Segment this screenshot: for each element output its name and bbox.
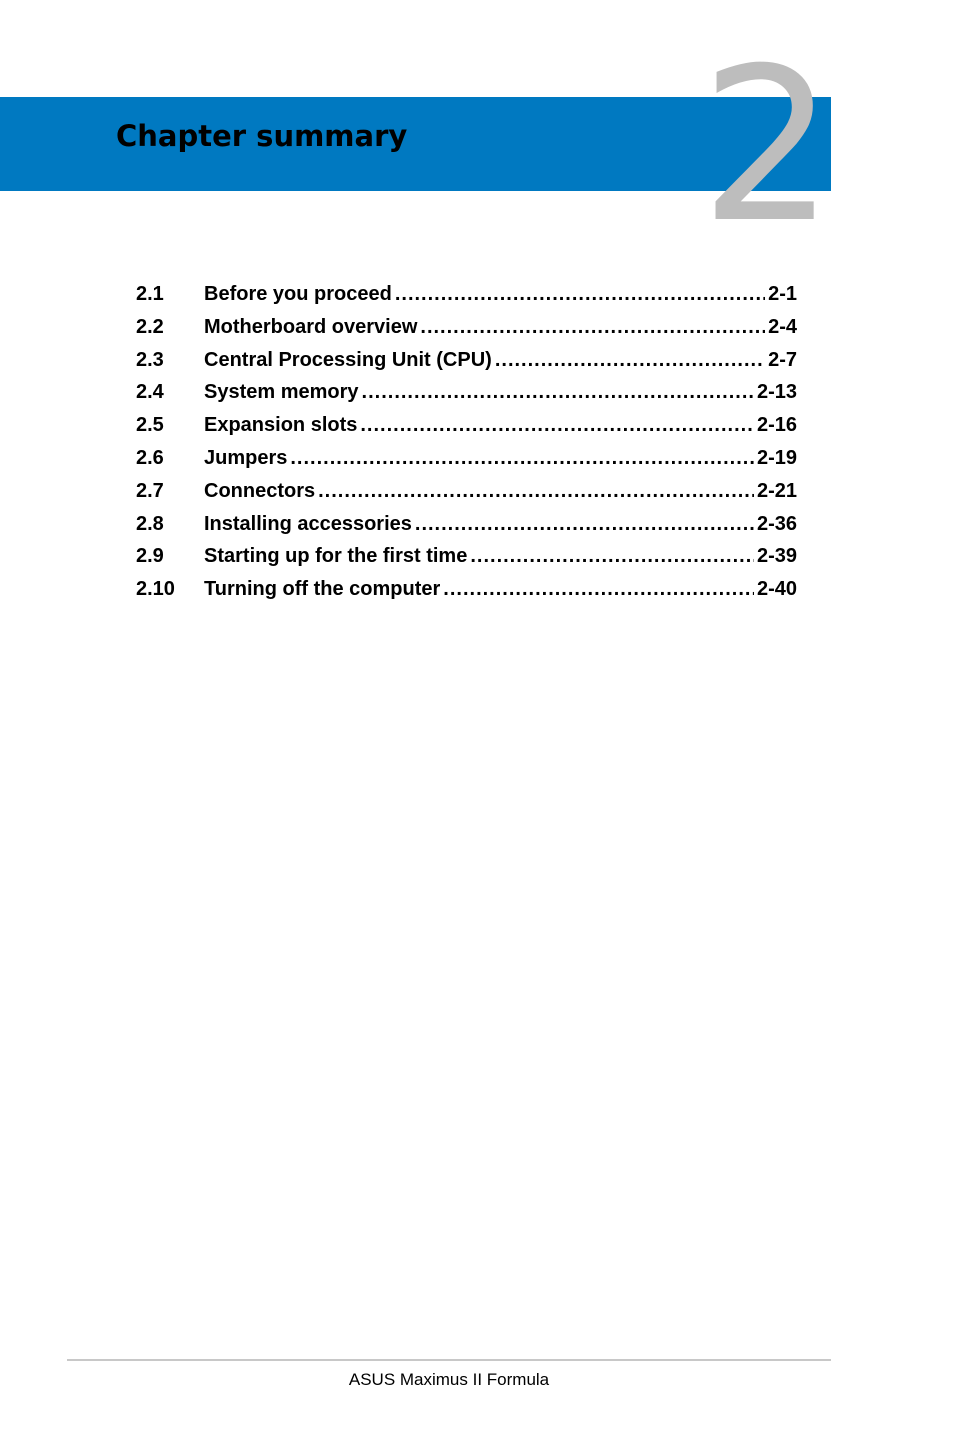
toc-dot-leader: [318, 476, 754, 506]
chapter-number: 2: [700, 22, 835, 269]
toc-section-title: Motherboard overview: [204, 315, 418, 338]
toc-page-number: 2-1: [768, 283, 797, 305]
toc-section-title: System memory: [204, 381, 359, 404]
toc-entry[interactable]: [136, 279, 797, 312]
footer-divider: [67, 1359, 831, 1361]
toc-entry[interactable]: [136, 443, 797, 476]
toc-page-number: 2-39: [756, 545, 797, 568]
toc-dot-leader: [290, 443, 754, 473]
toc-dot-leader: [395, 279, 765, 309]
table-of-contents: [136, 279, 797, 607]
toc-section-title: Before you proceed: [204, 283, 392, 305]
chapter-title: Chapter summary: [116, 119, 408, 153]
toc-entry[interactable]: [136, 476, 797, 509]
toc-dot-leader: [360, 410, 754, 440]
toc-entry[interactable]: [136, 574, 797, 607]
toc-page-number: 2-19: [756, 446, 797, 469]
toc-dot-leader: [443, 574, 754, 604]
toc-dot-leader: [362, 377, 754, 407]
toc-section-title: Expansion slots: [204, 414, 358, 437]
toc-section-number: 2.2: [136, 315, 164, 338]
toc-section-title: Starting up for the first time: [204, 545, 468, 568]
toc-page-number: 2-40: [756, 578, 797, 601]
toc-entry[interactable]: [136, 377, 797, 410]
toc-section-number: 2.7: [136, 479, 164, 502]
toc-entry[interactable]: [136, 541, 797, 574]
toc-section-title: Turning off the computer: [204, 578, 441, 601]
toc-section-number: 2.9: [136, 545, 164, 568]
toc-entry[interactable]: [136, 509, 797, 542]
toc-section-number: 2.5: [136, 414, 164, 437]
toc-dot-leader: [495, 345, 765, 375]
toc-section-title: Jumpers: [204, 446, 288, 469]
toc-dot-leader: [415, 509, 754, 539]
toc-section-number: 2.6: [136, 446, 164, 469]
toc-section-title: Connectors: [204, 479, 316, 502]
footer-product-name: ASUS Maximus II Formula: [348, 1370, 550, 1389]
toc-page-number: 2-21: [756, 479, 797, 502]
toc-page-number: 2-36: [756, 512, 797, 535]
toc-section-title: Central Processing Unit (CPU): [204, 348, 492, 371]
toc-page-number: 2-13: [756, 381, 797, 404]
toc-dot-leader: [470, 541, 754, 571]
toc-section-number: 2.8: [136, 512, 164, 535]
toc-entry[interactable]: [136, 345, 797, 378]
toc-entry[interactable]: [136, 312, 797, 345]
toc-section-number: 2.4: [136, 381, 164, 404]
toc-section-title: Installing accessories: [204, 512, 412, 535]
toc-page-number: 2-4: [768, 315, 797, 338]
toc-entry[interactable]: [136, 410, 797, 443]
toc-page-number: 2-16: [756, 414, 797, 437]
toc-section-number: 2.3: [136, 348, 164, 371]
toc-dot-leader: [420, 312, 765, 342]
toc-section-number: 2.1: [136, 283, 164, 305]
toc-section-number: 2.10: [136, 578, 175, 601]
toc-page-number: 2-7: [768, 348, 797, 371]
